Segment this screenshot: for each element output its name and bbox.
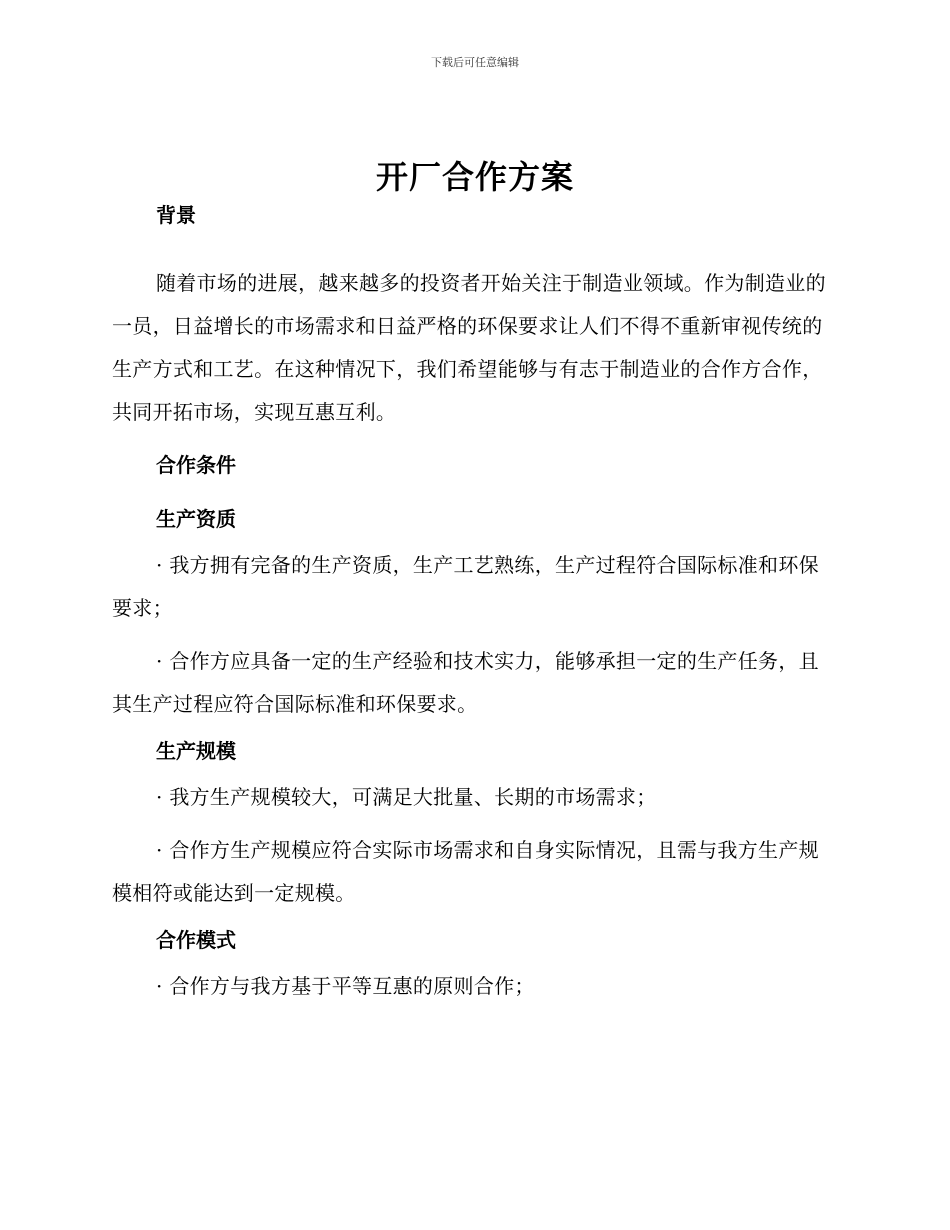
section-heading-conditions: 合作条件 — [156, 453, 236, 477]
section-heading-qualification: 生产资质 — [156, 507, 236, 531]
list-item-qualification-1: · 我方拥有完备的生产资质，生产工艺熟练，生产过程符合国际标准和环保要求； — [112, 553, 819, 620]
section-heading-mode: 合作模式 — [156, 928, 236, 952]
document-title: 开厂合作方案 — [375, 158, 574, 196]
list-item-scale-2: · 合作方生产规模应符合实际市场需求和自身实际情况，且需与我方生产规模相符或能达到一定规模。 — [112, 838, 819, 905]
list-item-mode-1: · 合作方与我方基于平等互惠的原则合作； — [156, 974, 535, 998]
header-note: 下载后可任意编辑 — [431, 56, 519, 69]
document-body — [112, 200, 832, 1008]
section-heading-background: 背景 — [156, 203, 196, 227]
section-heading-scale: 生产规模 — [156, 739, 236, 763]
paragraph-background: 随着市场的进展，越来越多的投资者开始关注于制造业领域。作为制造业的一员，日益增长的市场需求和日益严格的环保要求让人们不得不重新审视传统的生产方式和工艺。在这种情况下，我们希望能够与有志于制造业的合作方合作，共同开拓市场，实现互惠互利。 — [112, 271, 826, 424]
list-item-scale-1: · 我方生产规模较大，可满足大批量、长期的市场需求； — [156, 785, 657, 809]
list-item-qualification-2: · 合作方应具备一定的生产经验和技术实力，能够承担一定的生产任务，且其生产过程应符合国际标准和环保要求。 — [112, 649, 819, 716]
